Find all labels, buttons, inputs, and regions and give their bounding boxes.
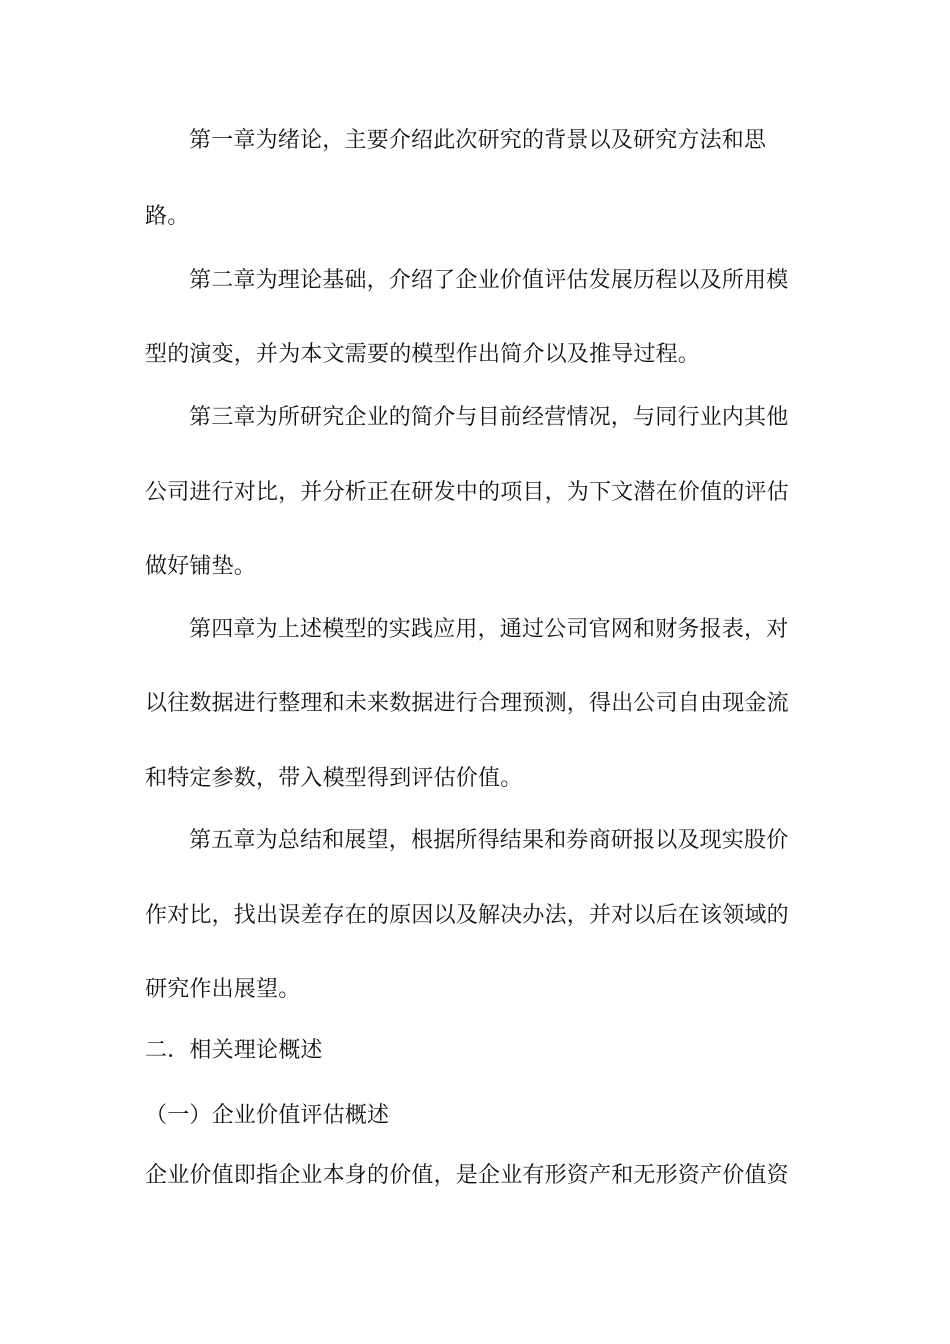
paragraph-4-line-1: 第四章为上述模型的实践应用，通过公司官网和财务报表，对 bbox=[189, 617, 789, 642]
paragraph-5-line-1: 第五章为总结和展望，根据所得结果和券商研报以及现实股价 bbox=[189, 828, 789, 853]
section-heading: 二．相关理论概述 bbox=[145, 1038, 323, 1063]
paragraph-1-line-2: 路。 bbox=[145, 204, 190, 229]
body-text-line: 企业价值即指企业本身的价值，是企业有形资产和无形资产价值资 bbox=[145, 1163, 789, 1188]
paragraph-4-line-3: 和特定参数，带入模型得到评估价值。 bbox=[145, 766, 523, 791]
paragraph-2-line-1: 第二章为理论基础，介绍了企业价值评估发展历程以及所用模 bbox=[189, 268, 789, 293]
subsection-heading: （一）企业价值评估概述 bbox=[145, 1103, 390, 1128]
paragraph-4-line-2: 以往数据进行整理和未来数据进行合理预测，得出公司自由现金流 bbox=[145, 691, 789, 716]
paragraph-3-line-2: 公司进行对比，并分析正在研发中的项目，为下文潜在价值的评估 bbox=[145, 480, 789, 505]
paragraph-3-line-1: 第三章为所研究企业的简介与目前经营情况，与同行业内其他 bbox=[189, 405, 789, 430]
paragraph-1-line-1: 第一章为绪论，主要介绍此次研究的背景以及研究方法和思 bbox=[189, 128, 767, 153]
paragraph-5-line-2: 作对比，找出误差存在的原因以及解决办法，并对以后在该领域的 bbox=[145, 903, 789, 928]
paragraph-2-line-2: 型的演变，并为本文需要的模型作出简介以及推导过程。 bbox=[145, 342, 701, 367]
paragraph-3-line-3: 做好铺垫。 bbox=[145, 554, 257, 579]
paragraph-5-line-3: 研究作出展望。 bbox=[145, 977, 301, 1002]
